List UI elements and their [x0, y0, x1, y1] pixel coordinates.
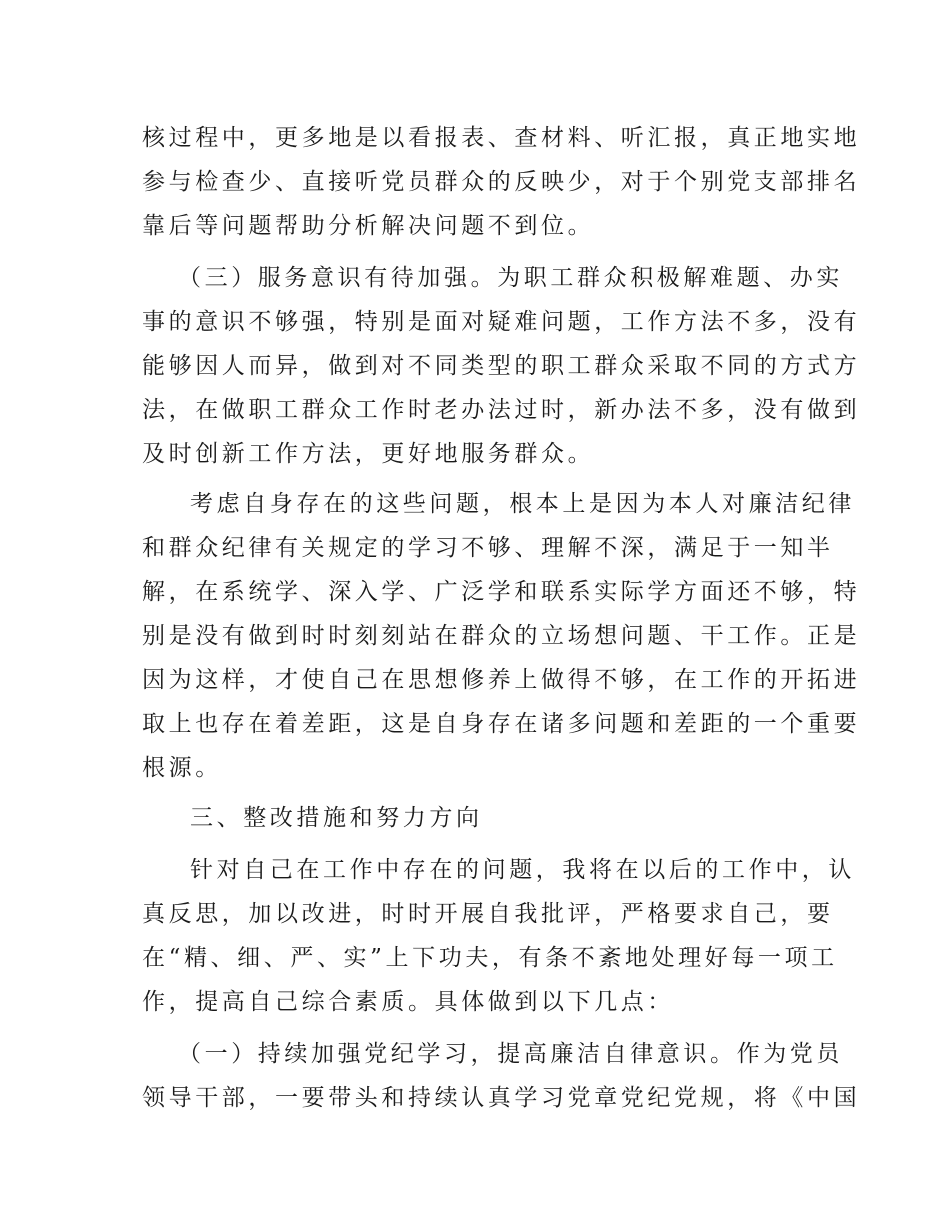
text-line: 和群众纪律有关规定的学习不够、理解不深，满足于一知半 [142, 535, 834, 561]
text-line: 法，在做职工群众工作时老办法过时，新办法不多，没有做到 [142, 397, 861, 423]
text-line: （三）服务意识有待加强。为职工群众积极解难题、办实 [178, 265, 843, 291]
text-line: 别是没有做到时时刻刻站在群众的立场想问题、干工作。正是 [142, 623, 861, 649]
paragraph-1 [142, 116, 861, 248]
text-line: 作，提高自己综合素质。具体做到以下几点： [142, 989, 674, 1015]
text-line: 取上也存在着差距，这是自身存在诸多问题和差距的一个重要 [142, 711, 861, 737]
text-line: 在“精、细、严、实”上下功夫，有条不紊地处理好每一项工 [142, 945, 838, 971]
text-line: 参与检查少、直接听党员群众的反映少，对于个别党支部排名 [142, 169, 861, 195]
paragraph-3 [142, 482, 861, 790]
text-line: 解，在系统学、深入学、广泛学和联系实际学方面还不够，特 [142, 579, 861, 605]
paragraph-6 [142, 1032, 861, 1120]
paragraph-2 [142, 256, 861, 476]
heading-line: 三、整改措施和努力方向 [190, 805, 483, 831]
text-line: 事的意识不够强，特别是面对疑难问题，工作方法不多，没有 [142, 309, 861, 335]
section-heading [142, 796, 812, 840]
text-line: 针对自己在工作中存在的问题，我将在以后的工作中，认 [190, 857, 855, 883]
text-line: 考虑自身存在的这些问题，根本上是因为本人对廉洁纪律 [190, 491, 855, 517]
text-line: 领导干部，一要带头和持续认真学习党章党纪党规，将《中国 [142, 1085, 861, 1111]
text-line: 真反思，加以改进，时时开展自我批评，严格要求自己，要 [142, 901, 834, 927]
text-line: 核过程中，更多地是以看报表、查材料、听汇报，真正地实地 [142, 125, 861, 151]
text-line: （一）持续加强党纪学习，提高廉洁自律意识。作为党员 [178, 1041, 843, 1067]
text-line: 根源。 [142, 755, 222, 781]
text-line: 因为这样，才使自己在思想修养上做得不够，在工作的开拓进 [142, 667, 861, 693]
paragraph-5 [142, 848, 855, 1024]
text-line: 能够因人而异，做到对不同类型的职工群众采取不同的方式方 [142, 353, 861, 379]
text-line: 靠后等问题帮助分析解决问题不到位。 [142, 213, 595, 239]
text-line: 及时创新工作方法，更好地服务群众。 [142, 441, 595, 467]
